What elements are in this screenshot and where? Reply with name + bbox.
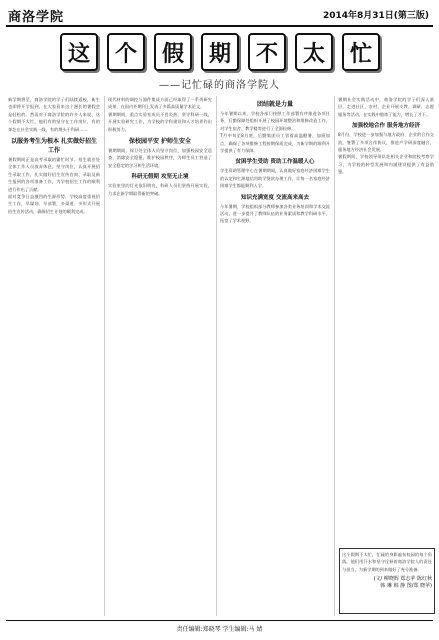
headline-char: 期 bbox=[201, 33, 239, 71]
section-heading: 贫困学生受助 资助工作温暖人心 bbox=[235, 159, 315, 166]
headline-char: 忙 bbox=[342, 33, 380, 71]
article-column-4 bbox=[338, 96, 434, 544]
article-paragraph: 8月份，学校进一步加强与地方政府、企业的合作交流，签署了多项合作协议，推进产学研深度融合，服务地方经济社会发展。 bbox=[338, 132, 434, 153]
headline bbox=[60, 33, 380, 69]
section-heading: 保校园平安 护师生安全 bbox=[128, 138, 192, 146]
editor-credits: 责任编辑:郑晓琴 学生编辑:马 婧 bbox=[176, 626, 263, 633]
author-credit-2: 韩 琳 韩 静 图/郑 晓苹) bbox=[380, 582, 432, 589]
article-paragraph: 暑期期间，重点实验室成员不畏炎热，坚守科研一线，开展实验研究工作，为学校的学科建设和人才培养作出积极努力。 bbox=[108, 111, 212, 132]
article-paragraph: 暑假期间，学校领导带队赴相关企业和院校考察学习，为学校的转型发展和内涵建设提供了有益借鉴。 bbox=[338, 154, 434, 175]
article-paragraph: 学生资助管理中心在暑期期间，认真做好家庭经济困难学生的认定和生源地信用助学贷款办理工作，让每一名家庭经济困难学生都能顺利入学。 bbox=[220, 168, 330, 189]
newspaper-name: 商洛学院 bbox=[8, 10, 65, 25]
section-heading: 科研无假期 攻坚无止境 bbox=[131, 174, 189, 181]
article-paragraph: 7月中旬至8月底，后勤集团员工冒着高温酷暑，加班加点，确保了各项维修工程按期保质完成，为新学期的顺利开学提供了有力保障。 bbox=[220, 133, 330, 154]
article-paragraph: 今年暑期以来，学校各部门按照工作部署有序推进各项任务，后勤保障处组织开展了校园环境整治和维修改造工作，对学生宿舍、教学楼等进行了全面检修。 bbox=[220, 111, 330, 131]
headline-char: 不 bbox=[248, 33, 286, 71]
section-heading: 团结就是力量 bbox=[256, 101, 293, 108]
article-column-1 bbox=[8, 96, 100, 616]
column-divider bbox=[104, 96, 105, 616]
headline-char: 个 bbox=[107, 33, 145, 71]
headline-char: 太 bbox=[295, 33, 333, 71]
article-column-2 bbox=[108, 96, 212, 616]
article-paragraph: 面对竞争日益激烈的生源形势，学校高度重视招生工作，早谋划、早部署，多渠道、多形式开展招生宣传活动，确保招生计划的顺利完成。 bbox=[8, 194, 100, 214]
masthead-rule bbox=[6, 25, 433, 27]
section-heading: 以服务考生为根本 扎实做好招生工作 bbox=[10, 138, 98, 155]
article-paragraph: 暑期社会实践活动中，商洛学院的学子们深入基层，走进社区、农村、企业开展支教、调研、志愿服务等活动，在实践中锻炼了能力，增长了才干。 bbox=[338, 97, 434, 117]
article-paragraph: 实验室里的灯光依旧明亮，科研人员们坚持开展实验，力求在新学期取得新的突破。 bbox=[108, 183, 212, 196]
masthead bbox=[6, 3, 433, 27]
author-credit: (文/ 柳晓辉 郑志苹 陈红秋 bbox=[373, 575, 432, 582]
footer-rule bbox=[6, 620, 433, 621]
article-paragraph: 现代材料的调控与器件集成方面已经取得了一系列研究成果，在国内外期刊上发表了多篇高质量学术论文。 bbox=[108, 97, 212, 110]
section-heading: 加强校地合作 服务地方经济 bbox=[352, 123, 420, 130]
article-paragraph: 暑假期间正是高考录取的繁忙时节。招生就业处全体工作人员放弃休息，坚守岗位，认真开展招生录取工作，扎实做好招生宣传咨询、录取及新生报到的各项准备工作，为学校招生工作的顺利进行作出了贡献。 bbox=[8, 157, 100, 192]
column-divider bbox=[334, 96, 335, 616]
headline-subtitle: ——记忙碌的商洛学院人 bbox=[159, 80, 280, 91]
closing-text: 这个假期不太忙，忙碌的身影遍布校园的每个角落，他们用汗水和坚守诠释着商洛学院人的责任与担当，为新学期的到来做好了充分准备。 bbox=[342, 552, 432, 572]
section-heading: 知识充满宽度 交流高来高去 bbox=[241, 194, 309, 201]
article-column-3 bbox=[220, 96, 330, 616]
article-paragraph: 今年暑期，学校组织部分教师参加各类业务培训和学术交流活动，进一步提升了教师队伍的业务素质和教学科研水平，拓宽了学术视野。 bbox=[220, 203, 330, 224]
article-intro: 新学期将至，商洛学院的学子们陆续返校，新生也即将开学报到，在大家看来这个漫长的暑假会是轻松的。然而对于商洛学院的许多人来说，这个假期不太忙，他们有的坚守在工作岗位，有的奔赴在社会实践一线，有的埋头于科研…… bbox=[8, 97, 100, 132]
article-paragraph: 暑期期间，保卫处全体人员坚守岗位，加强校园安全巡查，消除安全隐患，维护校园秩序，为师生员工营造了安全稳定的学习和生活环境。 bbox=[108, 148, 212, 168]
headline-char: 假 bbox=[154, 33, 192, 71]
issue-date: 2014年8月31日(第三版) bbox=[322, 11, 429, 21]
column-divider bbox=[216, 96, 217, 616]
closing-box bbox=[339, 548, 435, 614]
headline-char: 这 bbox=[60, 33, 98, 71]
